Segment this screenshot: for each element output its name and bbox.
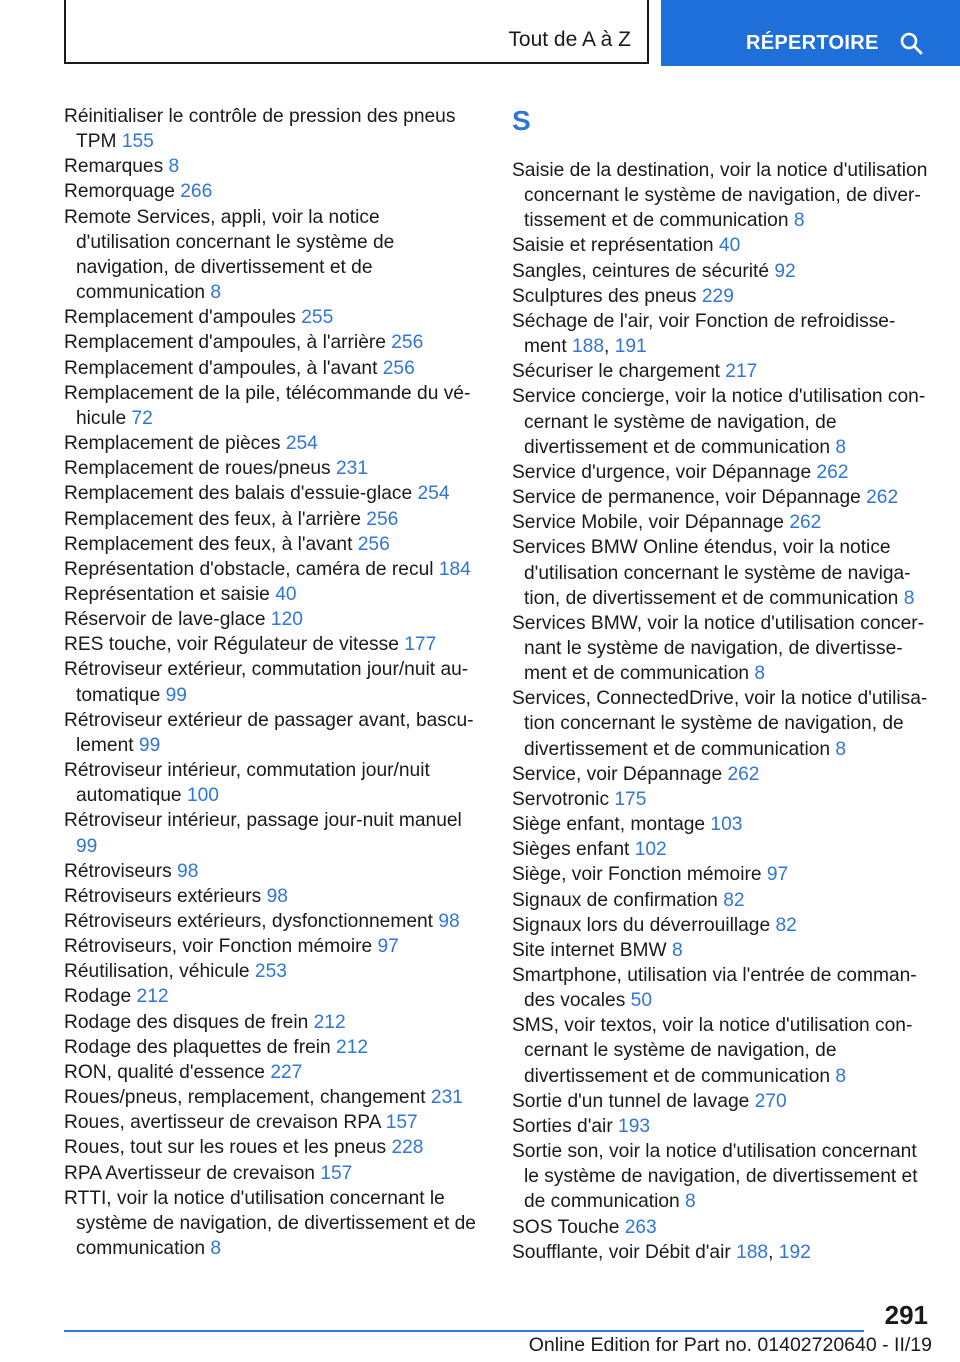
- footer-divider: [64, 1330, 864, 1332]
- page-reference-link[interactable]: 184: [438, 558, 471, 580]
- index-entry-text: Rodage: [64, 986, 137, 1008]
- index-entry-text: Services, ConnectedDrive, voir la notice d'utilisation concernant le système de navigation, de divertissement et de communication: [512, 688, 928, 760]
- index-entry-text: Rétroviseurs extérieurs, dysfonctionnement: [64, 911, 439, 932]
- page-reference-link[interactable]: 50: [630, 990, 652, 1012]
- footer-edition-text: Online Edition for Part no. 01402720640 - II/19: [528, 1334, 932, 1356]
- ref-separator: ,: [604, 336, 615, 358]
- page-reference-link[interactable]: 266: [180, 181, 213, 203]
- index-entry: [512, 837, 928, 862]
- page-reference-link[interactable]: 8: [168, 156, 180, 178]
- index-entry-text: RTTI, voir la notice d'utilisation concernant le système de navigation, de divertissement et de communication: [64, 1187, 476, 1260]
- index-entry: [512, 460, 928, 485]
- page-reference-link[interactable]: 120: [270, 609, 303, 631]
- page-reference-link[interactable]: 228: [391, 1137, 424, 1159]
- index-entry: [64, 934, 476, 959]
- page-reference-link[interactable]: 92: [774, 260, 796, 282]
- index-entry-text: Sculptures des pneus: [512, 285, 702, 307]
- page-reference-link[interactable]: 192: [778, 1241, 811, 1263]
- index-entry-text: Sortie d'un tunnel de lavage: [512, 1090, 755, 1112]
- index-entry-text: Remote Services, appli, voir la notice d'utilisation concernant le système de navigation, de divertissement et de communication: [64, 206, 395, 304]
- page-reference-link[interactable]: 217: [725, 361, 758, 383]
- index-entry-text: Remarques: [64, 156, 169, 178]
- index-entry: [64, 859, 476, 884]
- index-entry-text: Réutilisation, véhicule: [64, 961, 255, 983]
- index-entry: [512, 1240, 928, 1265]
- page-reference-link[interactable]: 82: [723, 889, 745, 911]
- index-entry: [64, 1110, 476, 1135]
- index-entry: [64, 1060, 476, 1085]
- index-entry-text: Roues/pneus, remplacement, changement: [64, 1087, 431, 1109]
- index-entry-text: Sécuriser le chargement: [512, 361, 726, 383]
- page-reference-link[interactable]: 99: [76, 835, 98, 857]
- index-entry-text: Siège enfant, montage: [512, 814, 711, 836]
- index-entry-text: Roues, tout sur les roues et les pneus: [64, 1137, 392, 1159]
- index-entry-text: Rétroviseur extérieur de passager avant, basculement: [64, 709, 474, 756]
- index-entry: [512, 787, 928, 812]
- index-entry: [64, 657, 476, 707]
- page-reference-link[interactable]: 231: [335, 458, 368, 480]
- index-entry: [512, 611, 928, 686]
- page-reference-link[interactable]: 191: [614, 336, 647, 358]
- page-reference-link[interactable]: 188: [572, 336, 605, 358]
- page-reference-link[interactable]: 8: [835, 436, 847, 458]
- index-entry-text: Service concierge, voir la notice d'utilisation concernant le système de navigation, de divertissement et de communication: [512, 386, 926, 458]
- index-entry: [64, 104, 476, 154]
- index-entry-text: Représentation d'obstacle, caméra de recul: [64, 558, 439, 580]
- index-entry-text: Site internet BMW: [512, 939, 672, 961]
- page-reference-link[interactable]: 8: [793, 210, 805, 232]
- page-reference-link[interactable]: 263: [624, 1216, 657, 1238]
- index-entry-text: Remplacement d'ampoules, à l'avant: [64, 357, 383, 379]
- page-reference-link[interactable]: 262: [727, 763, 760, 785]
- page-reference-link[interactable]: 255: [301, 307, 334, 329]
- index-entry: [64, 431, 476, 456]
- index-entry-text: Séchage de l'air, voir Fonction de refroidissement: [512, 310, 896, 358]
- tab-tout-de-a-a-z[interactable]: [64, 0, 649, 64]
- tab-tout-de-a-a-z-label: Tout de A à Z: [508, 28, 631, 51]
- index-entry-text: Servotronic: [512, 788, 615, 810]
- index-entry: [512, 284, 928, 309]
- index-entry: [512, 359, 928, 384]
- index-entry: [512, 309, 928, 359]
- index-entry: [512, 259, 928, 284]
- index-entry: [512, 510, 928, 535]
- index-entry-text: Remplacement d'ampoules, à l'arrière: [64, 332, 392, 354]
- index-entry-text: Service Mobile, voir Dépannage: [512, 512, 790, 534]
- page-reference-link[interactable]: 102: [634, 839, 667, 861]
- index-entry-text: RPA Avertisseur de crevaison: [64, 1162, 321, 1184]
- index-entry-text: Réinitialiser le contrôle de pression des pneus TPM: [64, 106, 456, 153]
- page-reference-link[interactable]: 253: [254, 961, 287, 983]
- index-entry: [64, 1010, 476, 1035]
- index-entry-text: Soufflante, voir Débit d'air: [512, 1241, 737, 1263]
- page-reference-link[interactable]: 8: [210, 282, 222, 304]
- ref-separator: ,: [768, 1241, 779, 1263]
- page-reference-link[interactable]: 100: [186, 785, 219, 807]
- page-reference-link[interactable]: 175: [614, 788, 647, 810]
- page-reference-link[interactable]: 270: [754, 1090, 787, 1112]
- index-entry: [64, 1035, 476, 1060]
- page-reference-link[interactable]: 97: [766, 864, 789, 886]
- index-entry: [64, 884, 476, 909]
- index-entry: [64, 305, 476, 330]
- page-reference-link[interactable]: 256: [391, 332, 424, 354]
- page-reference-link[interactable]: 72: [131, 407, 153, 429]
- index-entry: [64, 456, 476, 481]
- page-reference-link[interactable]: 262: [816, 461, 849, 483]
- index-entry: [64, 532, 476, 557]
- index-entry: [512, 862, 928, 887]
- index-entry-text: Saisie et représentation: [512, 235, 719, 257]
- page-reference-link[interactable]: 40: [718, 235, 741, 257]
- index-entry: [64, 708, 476, 758]
- index-entry-text: SOS Touche: [512, 1216, 625, 1238]
- page-reference-link[interactable]: 8: [210, 1238, 222, 1260]
- page-reference-link[interactable]: 254: [285, 433, 318, 455]
- index-entry-text: Rétroviseur intérieur, commutation jour/nuit automatique: [64, 760, 430, 807]
- search-icon[interactable]: [899, 31, 923, 55]
- page-reference-link[interactable]: 256: [357, 533, 390, 555]
- index-entry-text: SMS, voir textos, voir la notice d'utilisation concernant le système de navigation, de divertissement et de communication: [512, 1015, 913, 1087]
- index-entry: [512, 1139, 928, 1214]
- index-entry-text: Siège, voir Fonction mémoire: [512, 864, 767, 886]
- index-column-left: [64, 104, 476, 1261]
- index-entry-text: Sortie son, voir la notice d'utilisation concernant le système de navigation, de divertissement et de communication: [512, 1141, 918, 1213]
- index-entry-text: Remplacement des balais d'essuie-glace: [64, 483, 418, 505]
- index-entry-text: Rétroviseurs extérieurs: [64, 885, 267, 907]
- page-reference-link[interactable]: 256: [366, 508, 399, 530]
- page-number: 291: [884, 1300, 928, 1330]
- page-reference-link[interactable]: 157: [385, 1112, 418, 1134]
- index-entry: [64, 481, 476, 506]
- index-entry: [64, 179, 476, 204]
- index-entry-text: Représentation et saisie: [64, 583, 276, 605]
- index-entry: [64, 984, 476, 1009]
- index-entry-text: Saisie de la destination, voir la notice d'utilisation concernant le système de navigation, de divertissement et de communication: [512, 160, 928, 232]
- page-reference-link[interactable]: 97: [377, 936, 399, 958]
- index-entry: [64, 959, 476, 984]
- page-reference-link[interactable]: 99: [138, 734, 161, 756]
- page-reference-link[interactable]: 99: [165, 684, 187, 706]
- index-column-right: [512, 104, 928, 1265]
- page-reference-link[interactable]: 98: [177, 860, 199, 882]
- index-entry: [512, 812, 928, 837]
- index-entry-text: Réservoir de lave-glace: [64, 609, 271, 631]
- index-entry: [64, 1161, 476, 1186]
- index-entry: [64, 758, 476, 808]
- index-entry: [512, 963, 928, 1013]
- index-entry: [512, 158, 928, 233]
- section-letter-s: S: [512, 105, 531, 136]
- page-reference-link[interactable]: 177: [404, 634, 437, 656]
- index-entry: [64, 1135, 476, 1160]
- index-entry: [64, 557, 476, 582]
- index-entry-text: RON, qualité d'essence: [64, 1061, 271, 1083]
- index-entry: [512, 485, 928, 510]
- index-entry-text: Sangles, ceintures de sécurité: [512, 260, 775, 282]
- index-entry-text: Remplacement de pièces: [64, 433, 286, 455]
- page-reference-link[interactable]: 8: [835, 1065, 847, 1087]
- index-entry: [64, 607, 476, 632]
- index-entry: [64, 507, 476, 532]
- index-entry-text: Remplacement des feux, à l'avant: [64, 533, 358, 555]
- index-entry-text: Rodage des plaquettes de frein: [64, 1036, 337, 1058]
- page-reference-link[interactable]: 193: [618, 1115, 651, 1137]
- page-reference-link[interactable]: 8: [903, 587, 915, 609]
- index-entry: [512, 1013, 928, 1088]
- page-reference-link[interactable]: 254: [417, 483, 450, 505]
- index-entry-text: Smartphone, utilisation via l'entrée de commandes vocales: [512, 965, 917, 1012]
- index-entry-text: Rodage des disques de frein: [64, 1011, 314, 1033]
- page-reference-link[interactable]: 98: [266, 885, 288, 907]
- index-entry-text: Sorties d'air: [512, 1115, 619, 1137]
- index-entry-text: Sièges enfant: [512, 839, 635, 861]
- index-entry-text: Rétroviseur extérieur, commutation jour/nuit automatique: [64, 659, 469, 706]
- index-entry-text: Roues, avertisseur de crevaison RPA: [64, 1112, 386, 1134]
- page-reference-link[interactable]: 229: [701, 285, 734, 307]
- index-entry-text: Services BMW, voir la notice d'utilisation concernant le système de navigation, de divertissement et de communication: [512, 612, 925, 685]
- page-reference-link[interactable]: 157: [320, 1162, 353, 1184]
- page-reference-link[interactable]: 231: [430, 1087, 463, 1109]
- page-reference-link[interactable]: 8: [754, 663, 766, 685]
- index-entry: [512, 384, 928, 459]
- index-entry: [64, 909, 476, 934]
- page-reference-link[interactable]: 256: [382, 357, 415, 379]
- index-entry: [512, 913, 928, 938]
- page-reference-link[interactable]: 8: [685, 1191, 696, 1213]
- index-entry-text: Signaux lors du déverrouillage: [512, 914, 776, 936]
- index-entry-text: Services BMW Online étendus, voir la notice d'utilisation concernant le système de navigation, de divertissement et de communication: [512, 537, 911, 609]
- page-reference-link[interactable]: 262: [866, 487, 899, 509]
- index-entry: [512, 535, 928, 610]
- index-entry-text: Remplacement des feux, à l'arrière: [64, 508, 367, 530]
- index-entry: [64, 808, 476, 858]
- index-entry-text: Remplacement d'ampoules: [64, 307, 302, 329]
- page-reference-link[interactable]: 212: [136, 986, 169, 1008]
- index-entry: [64, 381, 476, 431]
- index-entry: [64, 154, 476, 179]
- index-entry: [512, 686, 928, 761]
- page-reference-link[interactable]: 82: [775, 914, 797, 936]
- index-entry: [64, 356, 476, 381]
- index-entry-text: Service d'urgence, voir Dépannage: [512, 461, 817, 483]
- index-entry-text: Service, voir Dépannage: [512, 763, 728, 785]
- index-entry: [512, 762, 928, 787]
- page-reference-link[interactable]: 98: [438, 911, 460, 932]
- page-reference-link[interactable]: 262: [789, 512, 822, 534]
- page-reference-link[interactable]: 212: [336, 1036, 369, 1058]
- index-entry: [512, 938, 928, 963]
- index-entry-text: Remplacement de roues/pneus: [64, 458, 336, 480]
- page-reference-link[interactable]: 103: [710, 814, 743, 836]
- index-entry: [512, 1089, 928, 1114]
- page-reference-link[interactable]: 155: [121, 131, 154, 153]
- index-entry-text: Service de permanence, voir Dépannage: [512, 487, 867, 509]
- index-entry-text: Remorquage: [64, 181, 181, 203]
- index-entry: [512, 1114, 928, 1139]
- index-entry-text: RES touche, voir Régulateur de vitesse: [64, 634, 405, 656]
- tab-repertoire[interactable]: [661, 0, 960, 66]
- index-entry-text: Rétroviseur intérieur, passage jour-nuit manuel: [64, 810, 462, 832]
- index-entry: [64, 205, 476, 306]
- page-reference-link[interactable]: 8: [835, 738, 847, 760]
- index-entry: [512, 1215, 928, 1240]
- index-entry-text: Rétroviseurs: [64, 860, 178, 882]
- index-entry-text: Remplacement de la pile, télécommande du véhicule: [64, 382, 471, 429]
- index-entry: [64, 330, 476, 355]
- index-entry: [64, 1186, 476, 1261]
- page-reference-link[interactable]: 40: [275, 583, 297, 605]
- page-reference-link[interactable]: 8: [671, 939, 683, 961]
- index-entry-text: Signaux de confirmation: [512, 889, 724, 911]
- index-entry: [64, 1085, 476, 1110]
- page-reference-link[interactable]: 212: [313, 1011, 346, 1033]
- index-entry-text: Rétroviseurs, voir Fonction mémoire: [64, 936, 378, 958]
- index-entry: [64, 632, 476, 657]
- index-entry: [64, 582, 476, 607]
- page-reference-link[interactable]: 188: [736, 1241, 769, 1263]
- tab-repertoire-label: RÉPERTOIRE: [746, 32, 879, 54]
- page-reference-link[interactable]: 227: [270, 1061, 303, 1083]
- index-entry: [512, 888, 928, 913]
- index-entry: [512, 233, 928, 258]
